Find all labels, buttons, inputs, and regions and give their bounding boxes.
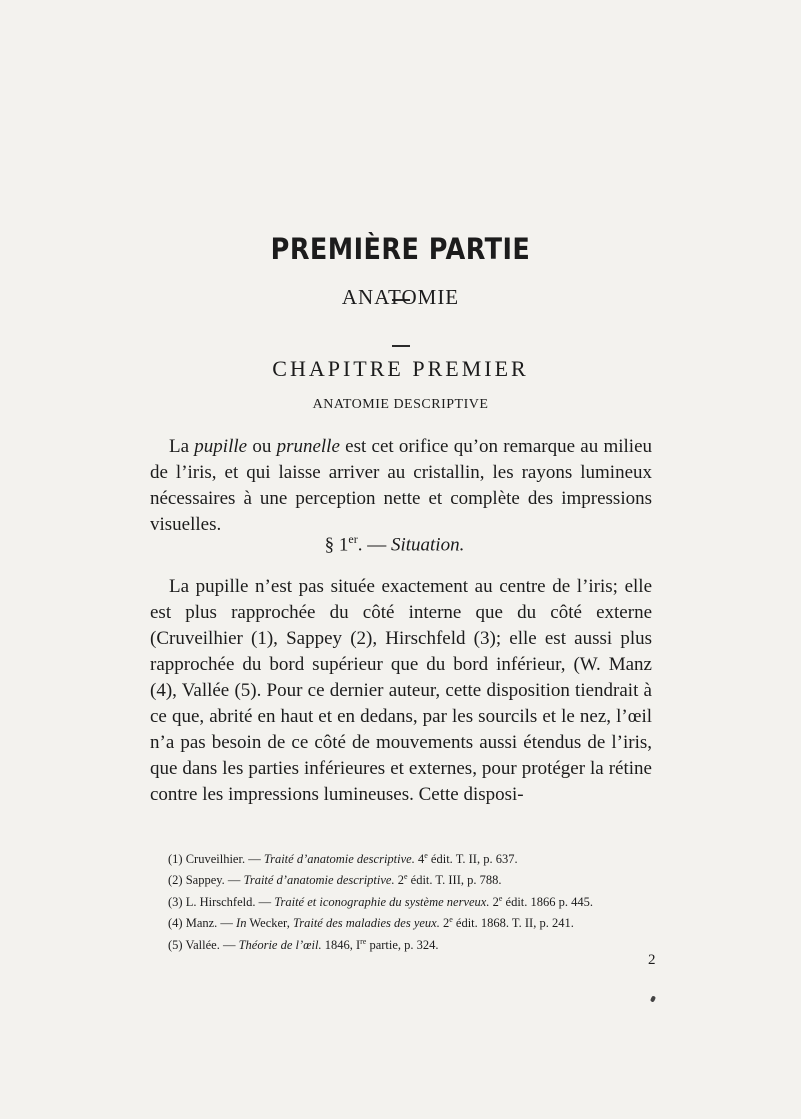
- chapter-title: CHAPITRE PREMIER: [272, 356, 529, 381]
- footnote: (5) Vallée. — Théorie de l’œil. 1846, Ire partie, p. 324.: [168, 936, 439, 952]
- term-prunelle: prunelle: [276, 436, 340, 457]
- footnote: (3) L. Hirschfeld. — Traité et iconographie du système nerveux. 2e édit. 1866 p. 445.: [168, 893, 594, 910]
- ink-speck: [650, 995, 656, 1002]
- footnote: (1) Cruveilhier. — Traité d’anatomie descriptive. 4e édit. T. II, p. 637.: [168, 851, 518, 867]
- part-title: PREMIÈRE PARTIE: [270, 232, 531, 266]
- section-heading-title: Situation.: [390, 534, 465, 556]
- footnotes: [150, 847, 652, 954]
- section-title: ANATOMIE: [341, 285, 460, 309]
- title-separator: [392, 345, 410, 347]
- chapter-subtitle: ANATOMIE DESCRIPTIVE: [312, 397, 489, 412]
- term-pupille: pupille: [194, 436, 248, 457]
- footnote: (4) Manz. — In Wecker, Traité des maladies des yeux. 2e édit. 1868. T. II, p. 241.: [168, 915, 574, 931]
- page-number: 2: [648, 952, 656, 968]
- situation-paragraph: La pupille n’est pas située exactement au centre de l’iris; elle est plus rapprochée du côté interne que du côté externe (Cruveilhier (1), Sappey (2), Hirschfeld (3); elle est aussi plus rapprochée du bord supérieur que du bord inférieur, (W. Manz (4), Vallée (5). Pour ce dernier auteur, cette disposition tiendrait à ce que, abrité en haut et en dedans, par les sourcils et le nez, l’œil n’a pas besoin de ce côté de mouvements aussi étendus de l’iris, que dans les parties inférieures et externes, pour protéger la rétine contre les impressions lumineuses. Cette disposi-: [150, 576, 652, 805]
- section-heading: § 1er. — Situation.: [324, 532, 465, 556]
- intro-paragraph: La pupille ou prunelle est cet orifice qu’on remarque au milieu de l’iris, et qui laisse arriver au cristallin, les rayons lumineux nécessaires à une perception nette et complète des impressions visuelles.: [150, 436, 653, 535]
- footnote: (2) Sappey. — Traité d’anatomie descriptive. 2e édit. T. III, p. 788.: [168, 872, 502, 888]
